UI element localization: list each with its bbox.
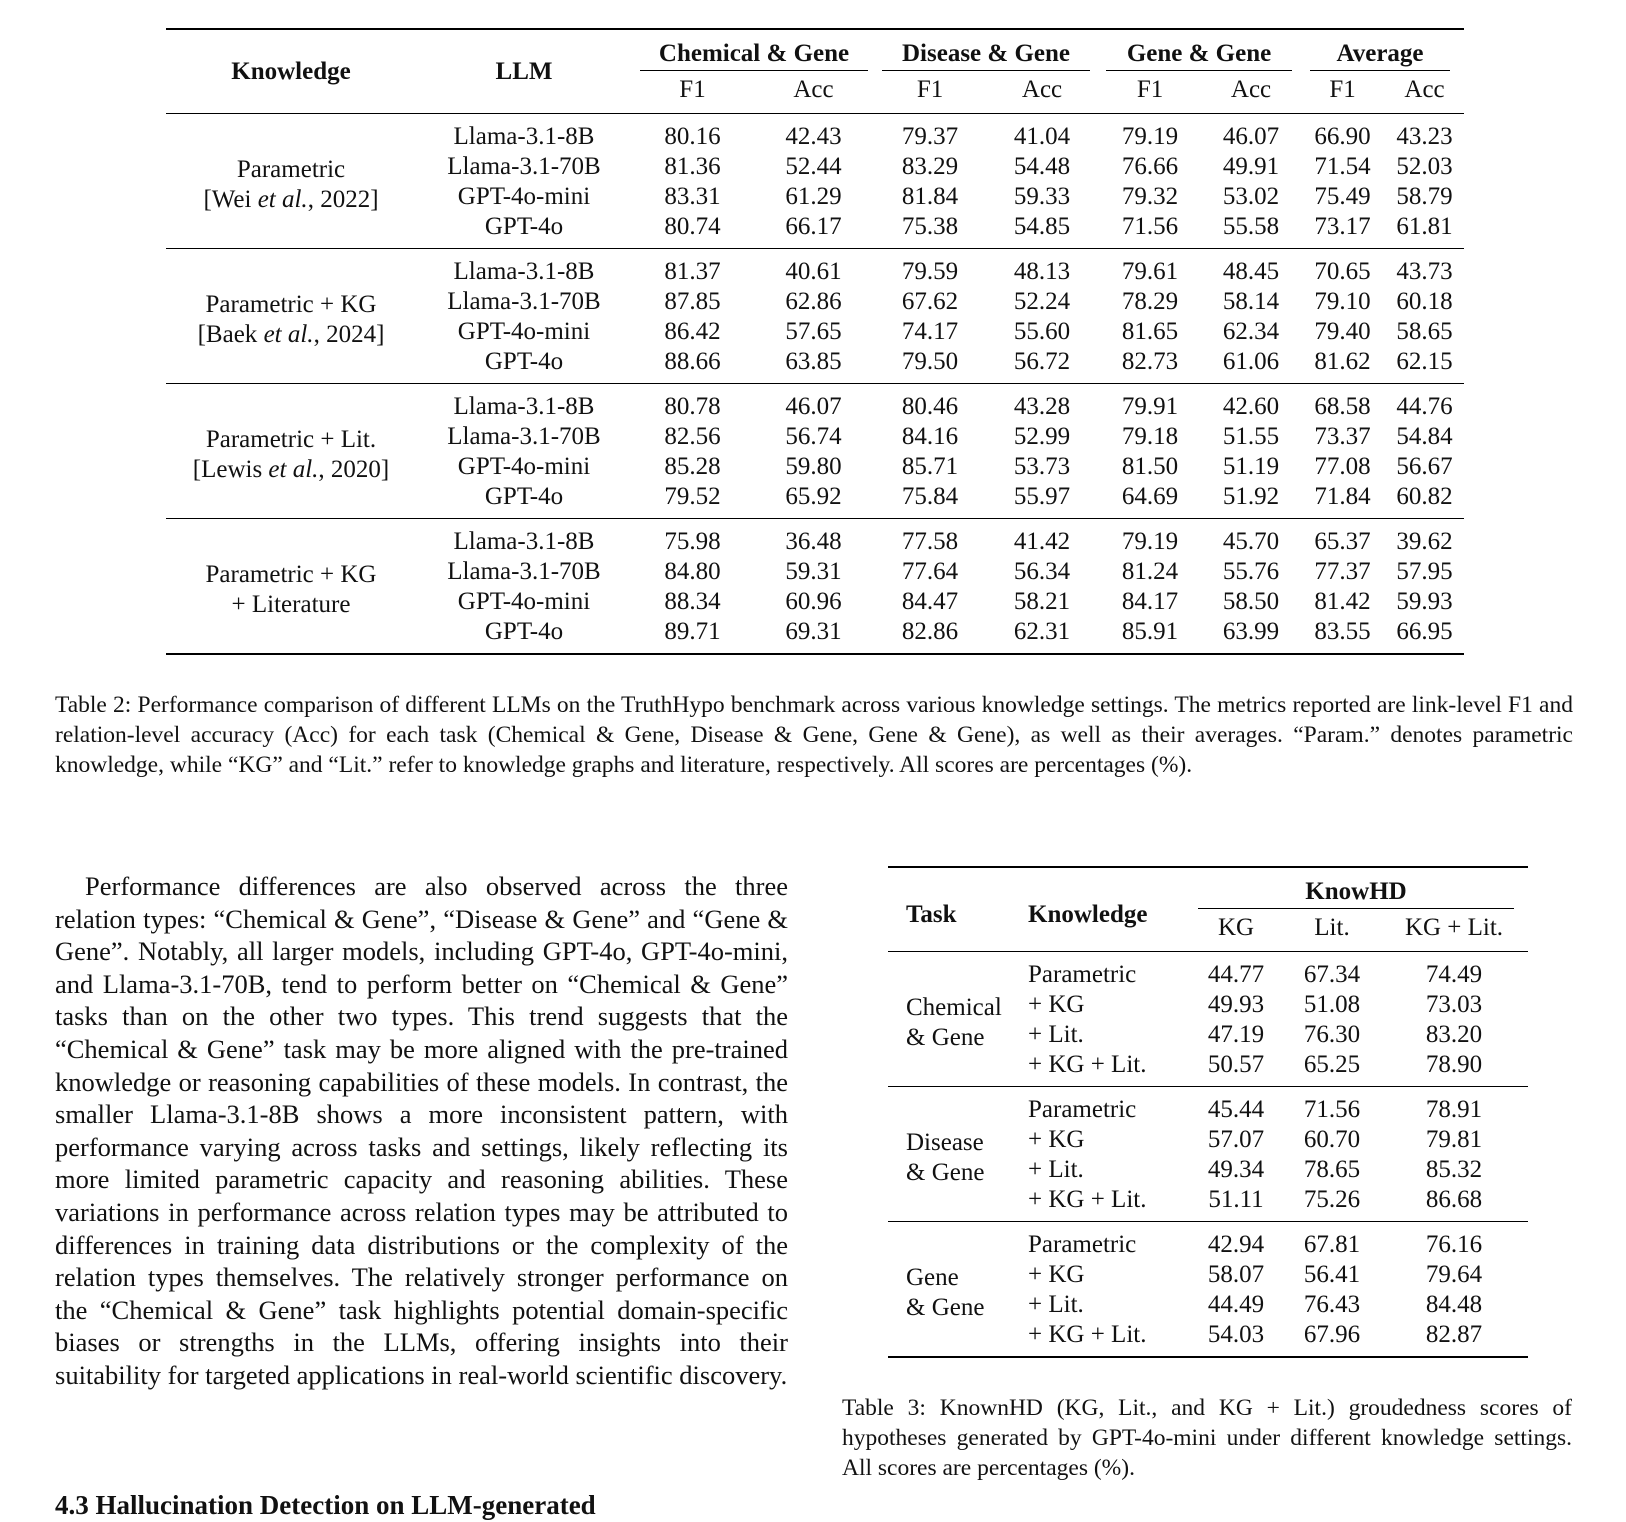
t2-value-cell: 81.37: [632, 249, 753, 288]
t3-value-cell: 49.93: [1207, 991, 1265, 1018]
t2-citation-part: , 2024]: [313, 321, 385, 348]
t2-llm-cell: Llama-3.1-70B: [447, 423, 601, 450]
t2-llm-cell: GPT-4o-mini: [457, 588, 591, 615]
t3-value-cell: 84.48: [1425, 1291, 1483, 1318]
t2-value-cell: 81.36: [664, 153, 721, 180]
t3-header-task: Task: [906, 900, 957, 928]
t2-value-cell: 42.60: [1202, 384, 1300, 423]
table-2-grid: [166, 28, 1464, 655]
t2-value-cell: 62.15: [1396, 348, 1453, 375]
t2-value-cell: 46.07: [753, 384, 874, 423]
t2-metric-f1: F1: [1329, 76, 1356, 103]
t2-value-cell: 81.42: [1314, 588, 1371, 615]
t2-value-cell: 66.17: [785, 213, 842, 240]
t2-value-cell: 51.19: [1222, 453, 1280, 480]
t2-knowledge-label: Parametric + KG: [205, 561, 377, 588]
t3-value-cell: 44.77: [1188, 952, 1284, 991]
t3-value-cell: 76.16: [1380, 1222, 1528, 1261]
t2-value-cell: 42.43: [753, 114, 874, 153]
t2-citation-italic: et al.: [263, 321, 314, 348]
t2-value-cell: 54.85: [1013, 213, 1071, 240]
t2-value-cell: 48.13: [986, 249, 1098, 288]
t2-value-cell: 41.04: [986, 114, 1098, 153]
t2-llm-cell: Llama-3.1-8B: [416, 249, 632, 288]
t3-value-cell: 74.49: [1380, 952, 1528, 991]
t3-value-cell: 45.44: [1188, 1087, 1284, 1126]
t2-llm-cell: Llama-3.1-70B: [447, 558, 601, 585]
t2-citation-part: [Baek: [197, 321, 264, 348]
t3-value-cell: 73.03: [1425, 991, 1483, 1018]
table-3-body: [888, 952, 1528, 1358]
t2-value-cell: 52.24: [1013, 288, 1071, 315]
t2-value-cell: 51.55: [1222, 423, 1280, 450]
t3-knowledge-cell: + Lit.: [1028, 1156, 1084, 1183]
t3-task-label: & Gene: [906, 1159, 985, 1186]
t2-value-cell: 79.59: [874, 249, 986, 288]
t2-citation-italic: et al.: [268, 456, 319, 483]
t2-value-cell: 71.84: [1314, 483, 1371, 510]
table-row: [888, 952, 1528, 991]
table-2: [166, 28, 1464, 655]
t2-value-cell: 43.23: [1385, 114, 1464, 153]
t3-value-cell: 57.07: [1207, 1126, 1265, 1153]
t2-metric-acc: Acc: [1021, 76, 1063, 103]
t2-knowledge-cell: [166, 249, 416, 384]
t2-value-cell: 56.34: [1013, 558, 1071, 585]
t2-citation: [166, 455, 416, 485]
t2-value-cell: 68.58: [1300, 384, 1385, 423]
t2-llm-cell: Llama-3.1-8B: [416, 114, 632, 153]
t2-value-cell: 49.91: [1222, 153, 1280, 180]
t2-value-cell: 52.03: [1396, 153, 1453, 180]
t2-value-cell: 85.91: [1121, 618, 1179, 645]
t3-knowledge-cell: + KG + Lit.: [1028, 1186, 1147, 1213]
t2-llm-cell: GPT-4o-mini: [457, 183, 591, 210]
t2-value-cell: 55.76: [1222, 558, 1280, 585]
t2-header-llm: LLM: [495, 57, 553, 85]
t3-value-cell: 67.96: [1303, 1321, 1361, 1348]
t2-value-cell: 85.28: [664, 453, 721, 480]
t2-value-cell: 61.29: [785, 183, 842, 210]
t2-value-cell: 78.29: [1121, 288, 1179, 315]
t2-llm-cell: Llama-3.1-8B: [416, 384, 632, 423]
t2-citation-part: , 2022]: [307, 186, 379, 213]
t3-value-cell: 83.20: [1425, 1021, 1483, 1048]
t2-value-cell: 56.67: [1396, 453, 1453, 480]
t2-value-cell: 61.81: [1396, 213, 1453, 240]
section-heading: 4.3 Hallucination Detection on LLM-generated: [55, 1490, 596, 1520]
t2-value-cell: 44.76: [1385, 384, 1464, 423]
t2-value-cell: 56.72: [1013, 348, 1071, 375]
t2-header-group: Chemical & Gene: [640, 38, 868, 71]
t2-value-cell: 79.91: [1098, 384, 1202, 423]
table-row: [888, 1222, 1528, 1261]
t3-task-label: & Gene: [906, 1024, 985, 1051]
t3-value-cell: 58.07: [1207, 1261, 1265, 1288]
t2-value-cell: 59.80: [785, 453, 842, 480]
t2-value-cell: 84.80: [664, 558, 721, 585]
t2-header-group: Gene & Gene: [1106, 38, 1292, 71]
t2-value-cell: 41.42: [986, 519, 1098, 558]
t2-value-cell: 55.60: [1013, 318, 1071, 345]
t2-value-cell: 59.31: [785, 558, 842, 585]
t2-value-cell: 62.31: [1013, 618, 1071, 645]
t2-knowledge-label: + Literature: [231, 591, 351, 618]
t2-knowledge-label: Parametric + Lit.: [205, 426, 377, 453]
t2-value-cell: 81.62: [1314, 348, 1371, 375]
t3-knowledge-cell: + KG + Lit.: [1028, 1051, 1147, 1078]
table-row: [166, 519, 1464, 558]
t2-value-cell: 71.54: [1314, 153, 1371, 180]
t2-citation-part: [Wei: [203, 186, 258, 213]
t3-task-label: Disease: [906, 1129, 984, 1156]
t3-col-lit: Lit.: [1314, 914, 1350, 941]
t2-value-cell: 52.44: [785, 153, 842, 180]
table-3: [888, 866, 1528, 1358]
t2-value-cell: 62.34: [1222, 318, 1280, 345]
t2-value-cell: 60.82: [1396, 483, 1453, 510]
t2-value-cell: 58.14: [1222, 288, 1280, 315]
t2-citation: [166, 320, 416, 350]
t2-value-cell: 88.66: [664, 348, 721, 375]
t2-metric-f1: F1: [916, 76, 944, 103]
t2-value-cell: 48.45: [1202, 249, 1300, 288]
t2-llm-cell: GPT-4o-mini: [457, 318, 591, 345]
t2-value-cell: 60.96: [785, 588, 842, 615]
t2-llm-cell: Llama-3.1-8B: [416, 519, 632, 558]
t2-knowledge-cell: [166, 384, 416, 519]
t2-value-cell: 80.78: [632, 384, 753, 423]
t2-header-group: Average: [1310, 38, 1450, 71]
t2-knowledge-label: Parametric: [236, 156, 346, 183]
t2-value-cell: 40.61: [753, 249, 874, 288]
t2-value-cell: 57.95: [1396, 558, 1453, 585]
t2-metric-acc: Acc: [1404, 76, 1445, 103]
t2-value-cell: 54.48: [1013, 153, 1071, 180]
t3-value-cell: 44.49: [1207, 1291, 1265, 1318]
t2-value-cell: 46.07: [1202, 114, 1300, 153]
t2-value-cell: 79.61: [1098, 249, 1202, 288]
t2-value-cell: 83.55: [1314, 618, 1371, 645]
t3-value-cell: 47.19: [1207, 1021, 1265, 1048]
t2-value-cell: 55.58: [1222, 213, 1280, 240]
t3-value-cell: 71.56: [1284, 1087, 1380, 1126]
t2-value-cell: 63.99: [1222, 618, 1280, 645]
t2-value-cell: 86.42: [664, 318, 721, 345]
t3-value-cell: 78.65: [1303, 1156, 1361, 1183]
t2-value-cell: 76.66: [1121, 153, 1179, 180]
t2-value-cell: 77.64: [901, 558, 959, 585]
t2-value-cell: 81.84: [901, 183, 959, 210]
t3-knowledge-cell: + KG + Lit.: [1028, 1321, 1147, 1348]
t3-knowledge-cell: + KG: [1028, 1261, 1085, 1288]
t2-value-cell: 64.69: [1121, 483, 1179, 510]
t2-value-cell: 77.08: [1314, 453, 1371, 480]
t2-value-cell: 80.16: [632, 114, 753, 153]
t3-value-cell: 86.68: [1425, 1186, 1483, 1213]
t2-value-cell: 75.84: [901, 483, 959, 510]
t2-header-knowledge: Knowledge: [231, 57, 351, 85]
t2-value-cell: 65.92: [785, 483, 842, 510]
t2-knowledge-cell: [166, 114, 416, 249]
t3-task-label: Chemical: [906, 994, 1002, 1021]
t3-task-cell: [888, 1087, 1028, 1222]
table-row: [166, 114, 1464, 153]
t2-value-cell: 82.86: [901, 618, 959, 645]
t3-task-cell: [888, 1222, 1028, 1358]
t2-value-cell: 56.74: [785, 423, 842, 450]
t2-value-cell: 81.50: [1121, 453, 1179, 480]
t2-value-cell: 53.02: [1222, 183, 1280, 210]
t2-value-cell: 59.33: [1013, 183, 1071, 210]
t2-value-cell: 79.52: [664, 483, 721, 510]
t2-value-cell: 80.74: [664, 213, 721, 240]
t2-value-cell: 79.18: [1121, 423, 1179, 450]
t2-value-cell: 54.84: [1396, 423, 1453, 450]
t3-knowledge-cell: + Lit.: [1028, 1291, 1084, 1318]
t2-value-cell: 67.62: [901, 288, 959, 315]
t2-value-cell: 58.65: [1396, 318, 1453, 345]
t2-value-cell: 55.97: [1013, 483, 1071, 510]
t3-value-cell: 85.32: [1425, 1156, 1483, 1183]
t2-value-cell: 84.17: [1121, 588, 1179, 615]
t2-knowledge-cell: [166, 519, 416, 655]
t2-citation-part: , 2020]: [318, 456, 390, 483]
t2-value-cell: 65.37: [1300, 519, 1385, 558]
t2-value-cell: 66.95: [1396, 618, 1453, 645]
t2-value-cell: 57.65: [785, 318, 842, 345]
t3-value-cell: 78.90: [1425, 1051, 1483, 1078]
t3-value-cell: 76.30: [1303, 1021, 1361, 1048]
t2-value-cell: 79.40: [1314, 318, 1371, 345]
t3-task-cell: [888, 952, 1028, 1087]
t2-value-cell: 60.18: [1396, 288, 1453, 315]
t3-knowledge-cell: Parametric: [1028, 1087, 1188, 1126]
t2-value-cell: 43.28: [986, 384, 1098, 423]
t2-value-cell: 82.56: [664, 423, 721, 450]
t2-value-cell: 53.73: [1013, 453, 1071, 480]
t2-knowledge-label: Parametric + KG: [205, 291, 377, 318]
t2-value-cell: 84.47: [901, 588, 959, 615]
t2-value-cell: 79.10: [1314, 288, 1371, 315]
t2-llm-cell: GPT-4o: [484, 618, 564, 645]
t2-value-cell: 51.92: [1222, 483, 1280, 510]
t2-value-cell: 77.58: [874, 519, 986, 558]
t2-value-cell: 62.86: [785, 288, 842, 315]
t2-llm-cell: GPT-4o: [484, 348, 564, 375]
t2-llm-cell: Llama-3.1-70B: [447, 288, 601, 315]
table-3-caption: Table 3: KnownHD (KG, Lit., and KG + Lit.) groudedness scores of hypotheses generated by GPT-4o-mini under different knowledge settings. All scores are percentages (%).: [842, 1395, 1572, 1481]
t2-value-cell: 81.24: [1121, 558, 1179, 585]
t2-value-cell: 81.65: [1121, 318, 1179, 345]
t3-value-cell: 67.81: [1284, 1222, 1380, 1261]
t3-value-cell: 56.41: [1303, 1261, 1361, 1288]
t2-citation-italic: et al.: [257, 186, 308, 213]
t2-metric-f1: F1: [1136, 76, 1164, 103]
t3-value-cell: 42.94: [1188, 1222, 1284, 1261]
table-row: [166, 249, 1464, 288]
t2-value-cell: 85.71: [901, 453, 959, 480]
t3-task-label: Gene: [906, 1264, 959, 1291]
t2-citation: [166, 185, 416, 215]
t3-value-cell: 51.11: [1208, 1186, 1264, 1213]
t2-value-cell: 39.62: [1385, 519, 1464, 558]
t2-value-cell: 79.32: [1121, 183, 1179, 210]
t3-knowledge-cell: + KG: [1028, 1126, 1085, 1153]
t2-llm-cell: GPT-4o: [484, 483, 564, 510]
t2-value-cell: 75.38: [901, 213, 959, 240]
t2-value-cell: 79.50: [901, 348, 959, 375]
t2-value-cell: 73.37: [1314, 423, 1371, 450]
t2-value-cell: 61.06: [1222, 348, 1280, 375]
table-2-caption: Table 2: Performance comparison of different LLMs on the TruthHypo benchmark across various knowledge settings. The metrics reported are link-level F1 and relation-level accuracy (Acc) for each task (Chemical & Gene, Disease & Gene, Gene & Gene), as well as their averages. “Param.” denotes parametric knowledge, while “KG” and “Lit.” refer to knowledge graphs and literature, respectively. All scores are percentages (%).: [55, 692, 1573, 778]
t2-metric-acc: Acc: [1230, 76, 1272, 103]
t2-value-cell: 66.90: [1300, 114, 1385, 153]
t2-value-cell: 74.17: [901, 318, 959, 345]
t3-value-cell: 51.08: [1303, 991, 1361, 1018]
t2-llm-cell: GPT-4o-mini: [457, 453, 591, 480]
t3-value-cell: 65.25: [1303, 1051, 1361, 1078]
t2-value-cell: 70.65: [1300, 249, 1385, 288]
t2-value-cell: 80.46: [874, 384, 986, 423]
t2-value-cell: 58.50: [1222, 588, 1280, 615]
t2-value-cell: 36.48: [753, 519, 874, 558]
t2-value-cell: 69.31: [785, 618, 842, 645]
t3-value-cell: 82.87: [1425, 1321, 1483, 1348]
t2-value-cell: 84.16: [901, 423, 959, 450]
t3-header-group: KnowHD: [1198, 876, 1514, 909]
t2-value-cell: 59.93: [1396, 588, 1453, 615]
t2-value-cell: 79.19: [1098, 519, 1202, 558]
table-2-body: [166, 114, 1464, 655]
t2-value-cell: 63.85: [785, 348, 842, 375]
t3-col-kg: KG: [1217, 914, 1255, 941]
t3-value-cell: 78.91: [1380, 1087, 1528, 1126]
table-row: [888, 1087, 1528, 1126]
t2-llm-cell: Llama-3.1-70B: [447, 153, 601, 180]
t3-value-cell: 60.70: [1303, 1126, 1361, 1153]
t3-value-cell: 75.26: [1303, 1186, 1361, 1213]
t3-header-knowledge: Knowledge: [1028, 900, 1148, 928]
t2-value-cell: 83.31: [664, 183, 721, 210]
t2-value-cell: 79.37: [874, 114, 986, 153]
t2-value-cell: 79.19: [1098, 114, 1202, 153]
t2-llm-cell: GPT-4o: [484, 213, 564, 240]
table-3-grid: [888, 866, 1528, 1358]
t2-value-cell: 89.71: [664, 618, 721, 645]
body-paragraph: Performance differences are also observed across the three relation types: “Chemical & Gene”, “Disease & Gene” and “Gene & Gene”. Notably, all larger models, including GPT-4o, GPT-4o-mini, and Llama-3.1-70B, tend to perform better on “Chemical & Gene” tasks than on the other two types. This trend suggests that the “Chemical & Gene” task may be more aligned with the pre-trained knowledge or reasoning capabilities of these models. In contrast, the smaller Llama-3.1-8B shows a more inconsistent pattern, with performance varying across tasks and settings, likely reflecting its more limited parametric capacity and reasoning abilities. These variations in performance across relation types may be attributed to differences in training data distributions or the complexity of the relation types themselves. The relatively stronger performance on the “Chemical & Gene” task highlights potential domain-specific biases or strengths in the LLMs, offering insights into their suitability for targeted applications in real-world scientific discovery.: [55, 871, 788, 1390]
t3-value-cell: 67.34: [1284, 952, 1380, 991]
t2-value-cell: 58.79: [1396, 183, 1453, 210]
t2-value-cell: 75.49: [1314, 183, 1371, 210]
t2-header-group: Disease & Gene: [882, 38, 1090, 71]
t3-value-cell: 76.43: [1303, 1291, 1361, 1318]
t2-metric-acc: Acc: [793, 76, 834, 103]
t2-value-cell: 45.70: [1202, 519, 1300, 558]
t2-value-cell: 73.17: [1314, 213, 1371, 240]
t2-citation-part: [Lewis: [192, 456, 269, 483]
t2-value-cell: 83.29: [901, 153, 959, 180]
t2-metric-f1: F1: [679, 76, 706, 103]
t3-value-cell: 54.03: [1207, 1321, 1265, 1348]
t3-task-label: & Gene: [906, 1294, 985, 1321]
t3-knowledge-cell: + Lit.: [1028, 1021, 1084, 1048]
t2-value-cell: 88.34: [664, 588, 721, 615]
t2-value-cell: 75.98: [632, 519, 753, 558]
t3-value-cell: 79.64: [1425, 1261, 1483, 1288]
t2-value-cell: 58.21: [1013, 588, 1071, 615]
t2-value-cell: 52.99: [1013, 423, 1071, 450]
table-row: [166, 384, 1464, 423]
t2-value-cell: 77.37: [1314, 558, 1371, 585]
t2-value-cell: 82.73: [1121, 348, 1179, 375]
t3-knowledge-cell: + KG: [1028, 991, 1085, 1018]
t2-value-cell: 87.85: [664, 288, 721, 315]
t3-col-kg-lit: KG + Lit.: [1404, 914, 1504, 941]
t3-value-cell: 79.81: [1425, 1126, 1483, 1153]
t3-value-cell: 49.34: [1207, 1156, 1265, 1183]
t2-value-cell: 43.73: [1385, 249, 1464, 288]
t3-knowledge-cell: Parametric: [1028, 1222, 1188, 1261]
t3-value-cell: 50.57: [1207, 1051, 1265, 1078]
t3-knowledge-cell: Parametric: [1028, 952, 1188, 991]
t2-value-cell: 71.56: [1121, 213, 1179, 240]
